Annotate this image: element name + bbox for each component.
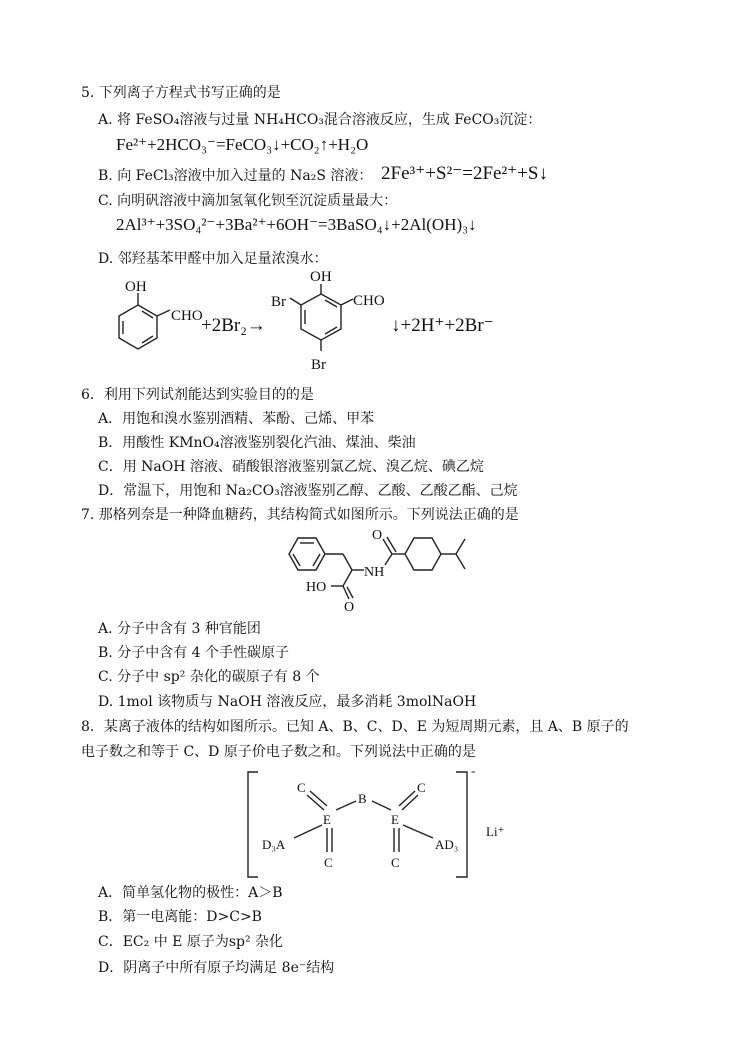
q7-ho-label: HO [306, 580, 327, 595]
q8-option-d: D．阴离子中所有原子均满足 8e⁻结构 [98, 960, 335, 976]
q8-option-b: B．第一电离能：D>C>B [98, 909, 262, 925]
q8-c-bottom-right: C [391, 855, 400, 870]
q5-option-d: D. 邻羟基苯甲醛中加入足量浓溴水： [98, 251, 328, 267]
product-br-left-label: Br [271, 294, 286, 310]
q8-b-center: B [358, 791, 367, 806]
q8-ad3-label: AD₃ [435, 837, 459, 852]
q5-option-c-equation: 2Al³⁺+3SO₄²⁻+3Ba²⁺+6OH⁻=3BaSO₄↓+2Al(OH)₃↓ [116, 215, 477, 234]
q5-option-a: A. 将 FeSO₄溶液与过量 NH₄HCO₃混合溶液反应，生成 FeCO₃沉淀： [98, 112, 542, 128]
reaction-tail-label: ↓+2H⁺+2Br⁻ [391, 315, 494, 336]
q6-option-b: B．用酸性 KMnO₄溶液鉴别裂化汽油、煤油、柴油 [98, 435, 416, 451]
q8-e-left: E [323, 812, 331, 827]
q5-stem: 5. 下列离子方程式书写正确的是 [81, 85, 281, 101]
q7-option-a: A. 分子中含有 3 种官能团 [98, 621, 261, 637]
q5-option-a-equation: Fe²⁺+2HCO₃⁻=FeCO₃↓+CO₂↑+H₂O [116, 135, 369, 154]
q6-option-a: A．用饱和溴水鉴别酒精、苯酚、己烯、甲苯 [98, 411, 375, 427]
q8-c-top-right: C [417, 780, 426, 795]
q7-option-c: C. 分子中 sp² 杂化的碳原子有 8 个 [98, 669, 320, 685]
q6-option-c: C．用 NaOH 溶液、硝酸银溶液鉴别氯乙烷、溴乙烷、碘乙烷 [98, 459, 484, 475]
q7-option-b: B. 分子中含有 4 个手性碳原子 [98, 645, 289, 661]
q6-stem: 6．利用下列试剂能达到实验目的的是 [81, 387, 314, 403]
q8-e-right: E [391, 812, 399, 827]
reactant-oh-label: OH [125, 279, 147, 295]
q5-option-b-equation: 2Fe³⁺+S²⁻=2Fe²⁺+S↓ [381, 163, 548, 184]
q5-option-c: C. 向明矾溶液中滴加氢氧化钡至沉淀质量最大： [98, 193, 398, 209]
q8-anion-charge: - [471, 763, 476, 778]
q8-d3a-label: D₃A [262, 837, 286, 852]
q5-option-b: B. 向 FeCl₃溶液中加入过量的 Na₂S 溶液： [98, 168, 373, 184]
product-br-bottom-label: Br [311, 357, 326, 373]
q7-o2-label: O [344, 600, 355, 615]
q6-option-d: D．常温下，用饱和 Na₂CO₃溶液鉴别乙醇、乙酸、乙酸乙酯、己烷 [98, 483, 518, 499]
q7-o-label: O [372, 528, 383, 543]
q8-stem-line1: 8．某离子液体的结构如图所示。已知 A、B、C、D、E 为短周期元素，且 A、B 原子的 [81, 719, 629, 735]
reactant-cho-label: CHO [171, 308, 203, 324]
q8-stem-line2: 电子数之和等于 C、D 原子价电子数之和。下列说法中正确的是 [81, 744, 476, 760]
q8-c-bottom-left: C [324, 855, 333, 870]
product-oh-label: OH [310, 269, 332, 285]
q7-nh-label: NH [364, 565, 385, 580]
product-cho-label: CHO [353, 293, 385, 309]
reagent-label: +2Br₂→ [201, 315, 266, 336]
q7-stem: 7. 那格列奈是一种降血糖药，其结构简式如图所示。下列说法正确的是 [81, 507, 519, 523]
q8-option-c: C．EC₂ 中 E 原子为sp² 杂化 [98, 934, 284, 950]
q8-option-a: A．简单氢化物的极性：A＞B [98, 885, 283, 901]
q8-lithium-cation: Li⁺ [486, 824, 505, 839]
q7-option-d: D. 1mol 该物质与 NaOH 溶液反应，最多消耗 3molNaOH [98, 694, 477, 710]
q8-c-top-left: C [297, 780, 306, 795]
